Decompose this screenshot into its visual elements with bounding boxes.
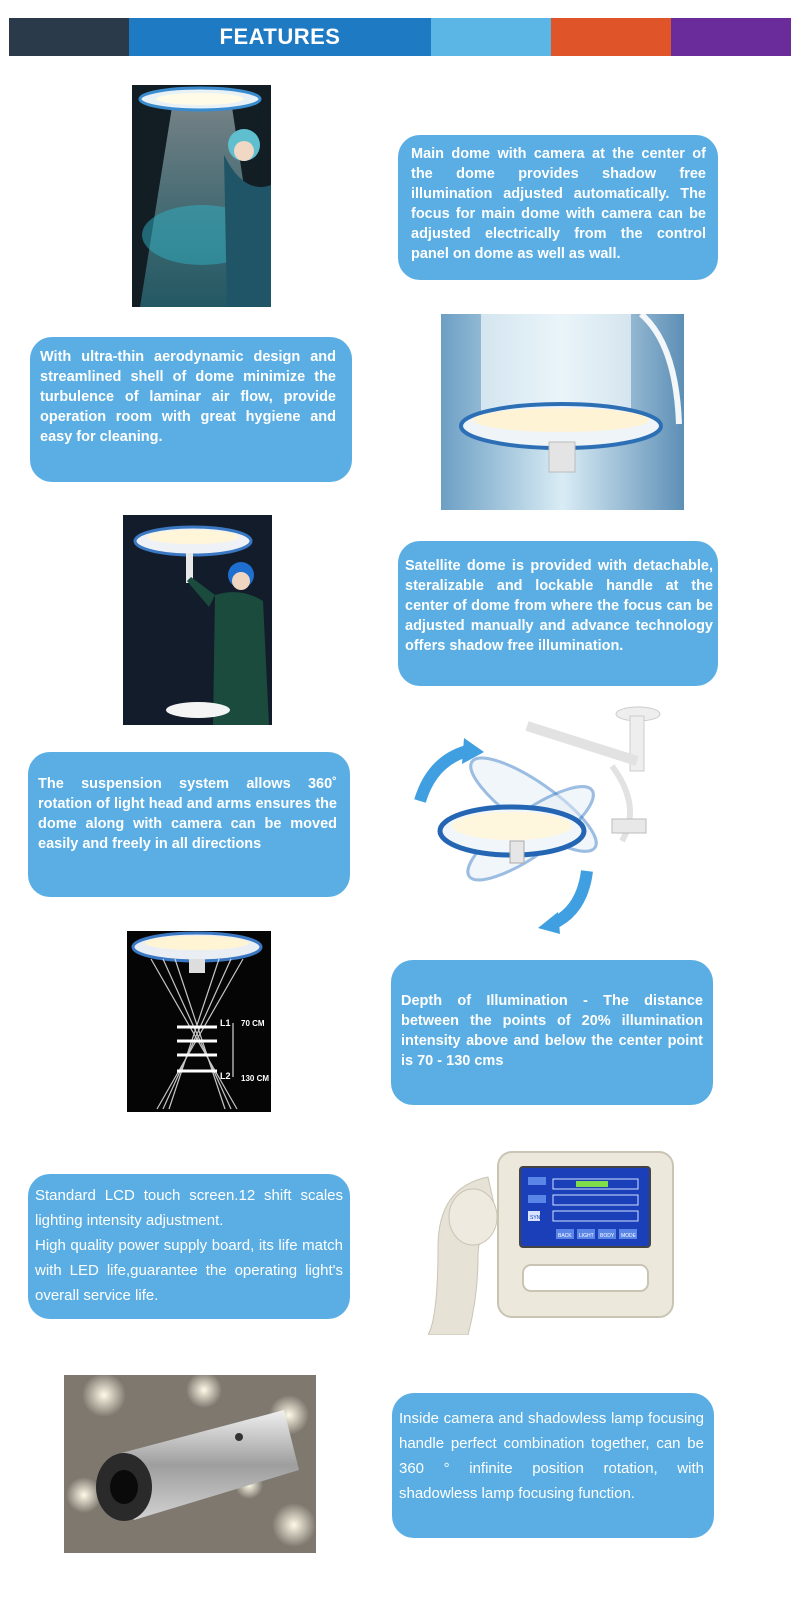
feature-text-power-supply: High quality power supply board, its life match with LED life,guarantee the operating light's overall service life.: [35, 1237, 343, 1304]
header-stripe-lightblue: [431, 18, 551, 56]
lcd-button-mode: MODE: [621, 1233, 636, 1239]
depth-label-130cm: 130 CM: [241, 1074, 270, 1083]
header-stripe-purple: [671, 18, 791, 56]
depth-label-l1: L1: [220, 1018, 231, 1028]
suspension-rotation-illustration: [412, 706, 682, 936]
lcd-syn-label: SYN: [530, 1215, 541, 1221]
feature-text-main-dome: Main dome with camera at the center of the dome provides shadow free illumination adjusted automatically. The focus for main dome with camera can be adjusted electrically from the control panel on dome as well as wall.: [411, 146, 706, 262]
satellite-dome-surgeon-photo: [123, 515, 272, 725]
lcd-button-back: BACK: [558, 1233, 572, 1239]
feature-box-main-dome: [398, 135, 718, 280]
lcd-button-light: LIGHT: [579, 1233, 594, 1239]
feature-box-satellite-dome: [398, 541, 718, 686]
feature-text-lcd: Standard LCD touch screen.12 shift scales lighting intensity adjustment.: [35, 1187, 343, 1229]
depth-of-illumination-diagram: [127, 931, 271, 1112]
header-stripe-blue: [129, 18, 431, 56]
lcd-button-body: BODY: [600, 1233, 615, 1239]
feature-text-depth: Depth of Illumination - The distance between the points of 20% illumination intensity above and below the center point is 70 - 130 cms: [401, 993, 703, 1069]
camera-handle-closeup-photo: [64, 1375, 316, 1553]
page-title: FEATURES: [219, 24, 341, 49]
feature-box-aerodynamic: [30, 337, 352, 482]
laminar-airflow-dome-photo: [441, 314, 684, 510]
feature-box-depth: [391, 960, 713, 1105]
feature-box-suspension: [28, 752, 350, 897]
header-stripe-orange: [551, 18, 671, 56]
feature-text-aerodynamic: With ultra-thin aerodynamic design and streamlined shell of dome minimize the turbulence of laminar air flow, provide operation room with great hygiene and easy for cleaning.: [40, 349, 336, 445]
feature-text-suspension: The suspension system allows 360˚ rotation of light head and arms ensures the dome along with camera can be moved easily and freely in all directions: [38, 776, 337, 852]
feature-box-camera-handle: [392, 1393, 714, 1538]
lcd-control-panel-photo: [428, 1147, 676, 1335]
features-header: [9, 18, 791, 56]
header-stripe-navy: [9, 18, 129, 56]
depth-label-l2: L2: [220, 1071, 231, 1081]
feature-text-satellite-dome: Satellite dome is provided with detachable, steralizable and lockable handle at the center of dome from where the focus can be adjusted manually and advance technology offers shadow free illumination.: [405, 558, 713, 654]
feature-box-lcd: [28, 1174, 350, 1319]
depth-label-70cm: 70 CM: [241, 1019, 265, 1028]
feature-text-camera-handle: Inside camera and shadowless lamp focusing handle perfect combination together, can be 360 ° infinite position rotation, with shadowless lamp focusing function.: [399, 1410, 704, 1502]
main-dome-surgeon-photo: [132, 85, 271, 307]
